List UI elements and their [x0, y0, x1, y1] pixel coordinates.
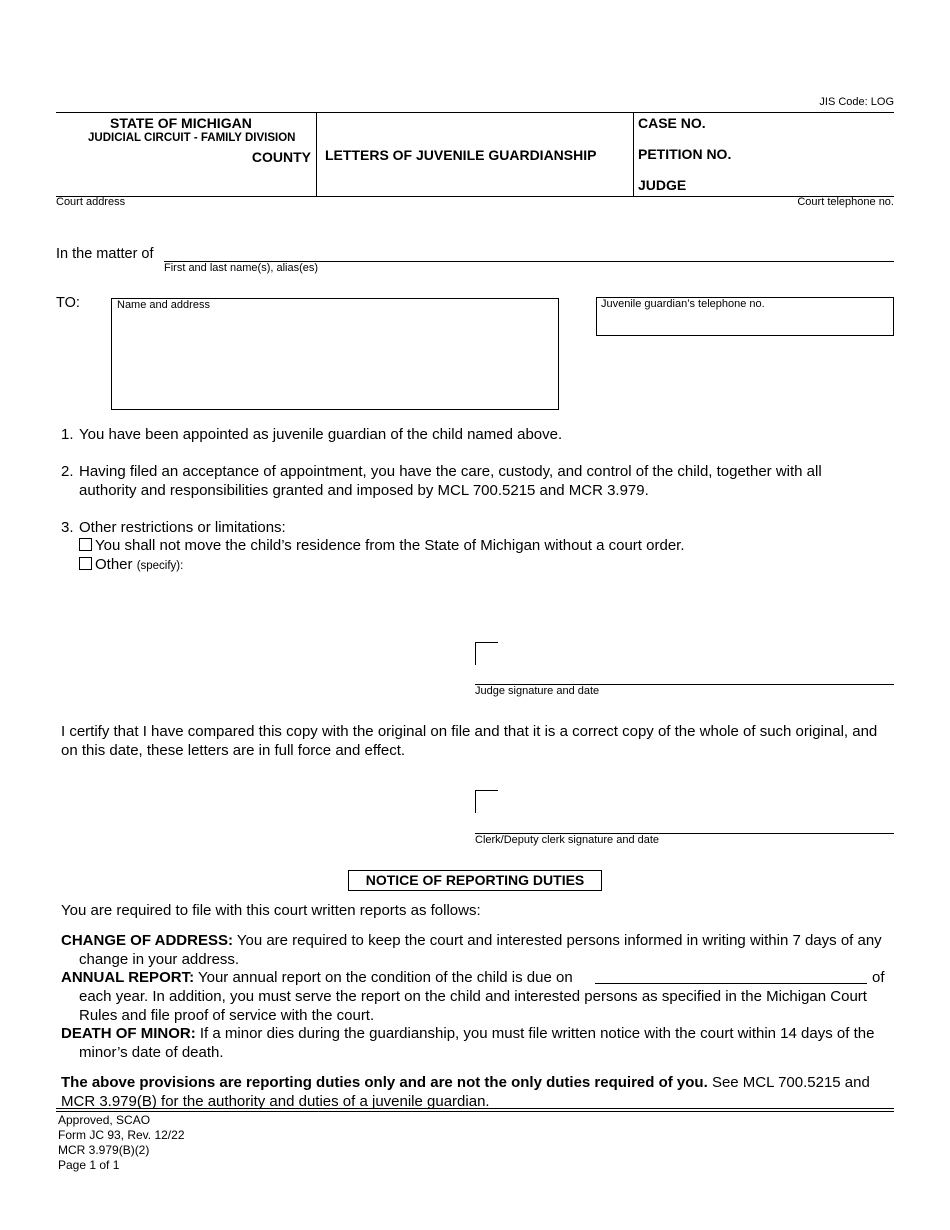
- court-telephone-label: Court telephone no.: [797, 196, 894, 208]
- item-2-text: Having filed an acceptance of appointment, you have the care, custody, and control of the child, together with all authority and responsibilities granted and imposed by MCL 700.5215 and MCR 3.979.: [79, 463, 822, 499]
- jis-code: JIS Code: LOG: [819, 96, 894, 108]
- annual-report-due-date-field[interactable]: [595, 983, 867, 984]
- footer-rule-1: [56, 1108, 894, 1109]
- closing-paragraph: [61, 1073, 897, 1111]
- other-checkbox[interactable]: [79, 557, 92, 570]
- footer-block: [58, 1113, 185, 1173]
- court-address-label: Court address: [56, 196, 126, 208]
- annual-report-text-a: Your annual report on the condition of the child is due on: [197, 969, 573, 986]
- judge-signature-caption: Judge signature and date: [475, 685, 600, 697]
- residence-checkbox[interactable]: [79, 538, 92, 551]
- clerk-seal-corner: [475, 790, 498, 813]
- closing-bold-text: The above provisions are reporting duties only and are not the only duties required of you.: [61, 1074, 708, 1091]
- name-and-address-label: Name and address: [117, 299, 210, 311]
- death-of-minor-text: If a minor dies during the guardianship, you must file written notice with the court within 14 days of the minor’s date of death.: [79, 1025, 875, 1061]
- notice-intro: You are required to file with this court written reports as follows:: [61, 902, 481, 919]
- annual-report-label: ANNUAL REPORT:: [61, 969, 195, 986]
- annual-report-text-c: each year. In addition, you must serve the report on the child and interested persons as specified in the Michigan Court Rules and file proof of service with the court.: [79, 988, 867, 1024]
- notice-title: NOTICE OF REPORTING DUTIES: [348, 870, 602, 891]
- header-divider-left: [316, 112, 317, 196]
- clerk-signature-caption: Clerk/Deputy clerk signature and date: [475, 834, 660, 846]
- item-3-text: Other restrictions or limitations:: [79, 519, 286, 536]
- change-of-address-text: You are required to keep the court and interested persons informed in writing within 7 days of any change in your address.: [79, 932, 882, 968]
- to-label: TO:: [56, 295, 80, 311]
- petition-no-label: PETITION NO.: [638, 146, 732, 162]
- death-of-minor-label: DEATH OF MINOR:: [61, 1025, 196, 1042]
- case-no-label: CASE NO.: [638, 115, 706, 131]
- footer-form-number: Form JC 93, Rev. 12/22: [58, 1128, 185, 1142]
- restriction-option-1-label: You shall not move the child’s residence from the State of Michigan without a court order.: [95, 537, 685, 554]
- guardian-telephone-label: Juvenile guardian’s telephone no.: [601, 298, 765, 310]
- header-bottom-rule: [56, 196, 894, 197]
- item-1-number: 1.: [61, 426, 74, 443]
- item-3-number: 3.: [61, 519, 74, 536]
- item-2-number: 2.: [61, 463, 74, 480]
- restriction-option-1: [79, 536, 685, 555]
- header-top-rule: [56, 112, 894, 113]
- change-of-address-label: CHANGE OF ADDRESS:: [61, 932, 233, 949]
- name-and-address-box[interactable]: [111, 298, 559, 410]
- death-of-minor-paragraph: [61, 1024, 915, 1062]
- closing-text: See MCL 700.5215 and MCR 3.979(B) for the authority and duties of a juvenile guardian.: [61, 1074, 870, 1110]
- judge-label: JUDGE: [638, 177, 687, 193]
- form-title: LETTERS OF JUVENILE GUARDIANSHIP: [325, 147, 597, 163]
- certification-text: I certify that I have compared this copy with the original on file and that it is a correct copy of the whole of such original, and on this date, these letters are in full force and effect.: [61, 723, 878, 759]
- item-1-text: You have been appointed as juvenile guardian of the child named above.: [79, 426, 563, 443]
- change-of-address-paragraph: [61, 931, 915, 969]
- judicial-circuit: JUDICIAL CIRCUIT - FAMILY DIVISION: [88, 132, 296, 144]
- footer-page-number: Page 1 of 1: [58, 1158, 120, 1172]
- guardian-telephone-box[interactable]: [596, 297, 894, 336]
- restriction-option-2-label: Other: [95, 556, 133, 573]
- header-divider-right: [633, 112, 634, 196]
- state-name: STATE OF MICHIGAN: [110, 115, 252, 131]
- judge-seal-corner: [475, 642, 498, 665]
- footer-court-rule: MCR 3.979(B)(2): [58, 1143, 150, 1157]
- footer-approved: Approved, SCAO: [58, 1113, 151, 1127]
- matter-name-caption: First and last name(s), alias(es): [164, 262, 319, 274]
- county-label: COUNTY: [251, 149, 311, 165]
- matter-label: In the matter of: [56, 246, 154, 262]
- restriction-option-2-note: (specify):: [136, 560, 184, 572]
- annual-report-line: [61, 968, 897, 987]
- annual-report-text-b: of: [872, 969, 885, 986]
- footer-rule-2: [56, 1111, 894, 1112]
- restriction-option-2: [79, 555, 183, 576]
